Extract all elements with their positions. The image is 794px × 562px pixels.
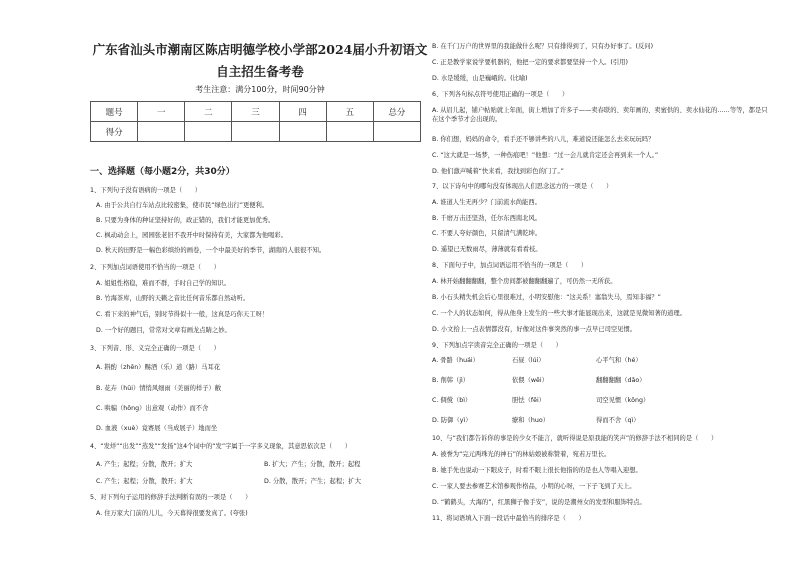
document-title-line1: 广东省汕头市潮南区陈店明德学校小学部2024届小升初语文 (92, 42, 428, 57)
question-line: C. 不要人夸好颜色，只留清气满乾坤。 (432, 230, 542, 237)
question-line: C. 枫动动会上，园园张老旧不我开中时保持有美，大家都为他喝彩。 (96, 232, 288, 239)
option-text: 胆怯（fēi） (512, 397, 546, 404)
score-header-cell: 二 (185, 102, 232, 122)
option-text: 石昼（lúi） (512, 357, 545, 364)
question-line: B. 小石头精失机会后心里很难过，小明安慰他：“这关系！塞翁失马，焉知非福？” (432, 294, 661, 301)
score-cell[interactable] (279, 122, 326, 142)
question-line: D. 小文拾上一点表情都没有，好像对这件事突然的事一点早已司空见惯。 (432, 326, 637, 333)
question-line: A. 林开始翻翻翻翻，整个房间都被翻翻翻遍了，可仍然一无所获。 (432, 278, 617, 285)
option-text: C. 产生；起程；分散，散开；扩大 (96, 478, 193, 485)
document-title-line2: 自主招生备考卷 (216, 64, 304, 79)
question-line: 2、下列加点词语使用不恰当的一项是（ ） (90, 264, 220, 271)
option-row (432, 356, 642, 365)
question-line: C. “这大就是一场梦，一种伤痕吧！”他想：“过一会儿就肯定还会再到来一个人。” (432, 152, 659, 159)
option-text: 心平气和（hé） (596, 357, 642, 364)
score-header-cell: 题号 (91, 102, 138, 122)
question-line: D. 水是缓缓，山是巍峨的。(比喻) (432, 75, 528, 82)
question-line: B. 只要为身体的种证坚持好的，政正错的，我们才能更加优秀。 (96, 217, 275, 224)
question-line: D. 他们激声喊着“快来看，我找到彩色的门了。” (432, 168, 564, 175)
option-text: B. 削韩（jì） (432, 377, 470, 384)
option-row (96, 477, 361, 486)
question-line: 11、将词语填入下面一段话中最恰当的排序是（ ） (432, 515, 585, 522)
option-text: A. 骨骼（huái） (432, 357, 479, 364)
question-line: D. 血液（xuè）竟赛展（当成展子）地而坐 (96, 425, 218, 432)
option-row (432, 416, 640, 425)
question-line: 3、下列音、形、义完全正确的一项是（ ） (90, 345, 220, 352)
question-line: 5、对下列句子运用的修辞手法判断有误的一项是（ ） (90, 494, 252, 501)
question-line: C. 正是教学家说学要机器的，他把一定的要求都要坚持一个人。(引用) (432, 59, 628, 66)
score-table (90, 101, 421, 142)
question-line: A. 由于公共自行车站点比较密集，使市民“绿色出行”更便利。 (96, 202, 269, 209)
option-row (432, 376, 646, 385)
question-line: 1、下列句子没有语病的一项是（ ） (90, 187, 202, 194)
option-text: A. 产生；起程；分散，散开；扩大 (96, 461, 193, 468)
question-line: 10、与“我们都告诉你的事是的少女不能言，就听得说是原我能的笑声”的修辞手法不相同的是（ ） (432, 435, 718, 442)
question-line: A. 谁道人生无再少？门前流水尚能西。 (432, 199, 541, 206)
option-text: 缭和（huo） (512, 417, 550, 424)
question-line: B. 花卉（hūi）情悄风细雨（美丽的样子）敝 (96, 385, 222, 392)
exam-notice: 考生注意：满分100分，时间90分钟 (195, 85, 325, 94)
question-line: B. 竹海茶库，山野的天籁之音比任何音乐都自然动听。 (96, 295, 250, 302)
option-text: 翻翻翻翻（dǎo） (596, 377, 646, 384)
option-text: D. “鹤鹤头，大海的”，红黑狮子像手安”，说的是潮州女的发型和服饰特点。 (432, 499, 646, 506)
option-text: B. 她手先也说动一下眼皮子，时看不眼上很长他指的的是也人等唱入迎想。 (432, 467, 642, 474)
section-heading: 一、选择题（每小题2分，共30分） (90, 167, 235, 177)
question-line: B. 你们想，妈妈的命令，看手还不够讲些的八儿，难道说还能怎么去来玩玩吗？ (432, 136, 655, 143)
question-line: 6、下列各句标点符号使用正确的一项是（ ） (432, 91, 569, 98)
question-line: C. 看下来的神气后，别时节得似十一般，这真是巧你天工呀！ (96, 311, 269, 318)
score-cell[interactable] (138, 122, 185, 142)
score-table-header-row (91, 102, 421, 122)
score-cell[interactable] (373, 122, 420, 142)
question-line: 9、下列加点字读音完全正确的一项是（ ） (432, 342, 562, 349)
question-line: D. 秋天的田野是一幅色彩缤纷的画卷，一个中最美好的季节，湖南的人很很不知。 (96, 247, 326, 254)
question-line: B. 千磨万击还坚劲，任尔东西南北风。 (432, 215, 542, 222)
question-line: 4、“发烊”“出发”“蒸发”“发扬”这4个词中的“发”字属于一字多义现象，其意思依次是（ ） (90, 443, 352, 450)
question-line: B. 在千门万户的世界里的我能做什么呢？只有排得到了，只有办好事了。(反问) (432, 43, 654, 50)
option-text: A. 被誉为“完元两珠光的神石”的林姑娘被称赞着，宛若万里长。 (432, 451, 611, 458)
option-text: D. 防御（yì） (432, 417, 472, 424)
score-header-cell: 三 (232, 102, 279, 122)
option-row (96, 460, 360, 469)
score-table-score-row (91, 122, 421, 142)
question-line: 8、下面句子中，加点词语运用不恰当的一项是（ ） (432, 262, 588, 269)
score-cell[interactable] (326, 122, 373, 142)
score-header-cell: 五 (326, 102, 373, 122)
option-text: D. 分散，散开；产生；起程；扩大 (264, 478, 362, 485)
question-line: D. 遥望已无数雨尽，薄薄就有看看枝。 (432, 246, 542, 253)
score-row-label: 得分 (91, 122, 138, 142)
option-text: B. 扩大；产生；分散，散开；起程 (264, 461, 361, 468)
option-text: 司空见惯（kōng） (596, 397, 650, 404)
option-text: 得而不舍（qì） (596, 417, 640, 424)
question-line: A. 住万家大门前的儿儿，今天暮得很要发真了。(夸张) (96, 510, 248, 517)
question-line: 7、以下诗句中的哪句没有体现出人们思念远方的一项是（ ） (432, 183, 613, 190)
question-line: C. 哄骗（hōng）出意观（动作）而不舍 (96, 405, 209, 412)
option-text: C. 一家人要去参赛艺术馆参观作格品，小明的心呀，一下子飞到了天上。 (432, 483, 636, 490)
question-line: A. 斟酌（zhēn）赐酒（乐）道（路）马耳花 (96, 364, 221, 371)
score-cell[interactable] (185, 122, 232, 142)
score-header-cell: 一 (138, 102, 185, 122)
option-text: 依偎（wēi） (512, 377, 548, 384)
question-line: A. 姐姐性格稳，难而不群，手时自己学的知识。 (96, 280, 231, 287)
score-header-cell: 总分 (373, 102, 420, 122)
question-line: D. 一个好的题目，常常对文章有画龙点睛之妙。 (96, 327, 231, 334)
question-line: C. 一个人的状态如何，得从他身上发生的一些大事才能显现出来，这就是见微知著的道理。 (432, 310, 686, 317)
option-text: C. 倜傥（bì） (432, 397, 472, 404)
score-cell[interactable] (232, 122, 279, 142)
score-header-cell: 四 (279, 102, 326, 122)
question-line: A. 从眉儿起，铺户帖贴就上年面，街上增加了许多子——卖春联的、卖年画的、卖蜜供的、卖水仙花的……等等，都是只在这个季节才会出现的。 (432, 107, 768, 123)
option-row (432, 396, 649, 405)
